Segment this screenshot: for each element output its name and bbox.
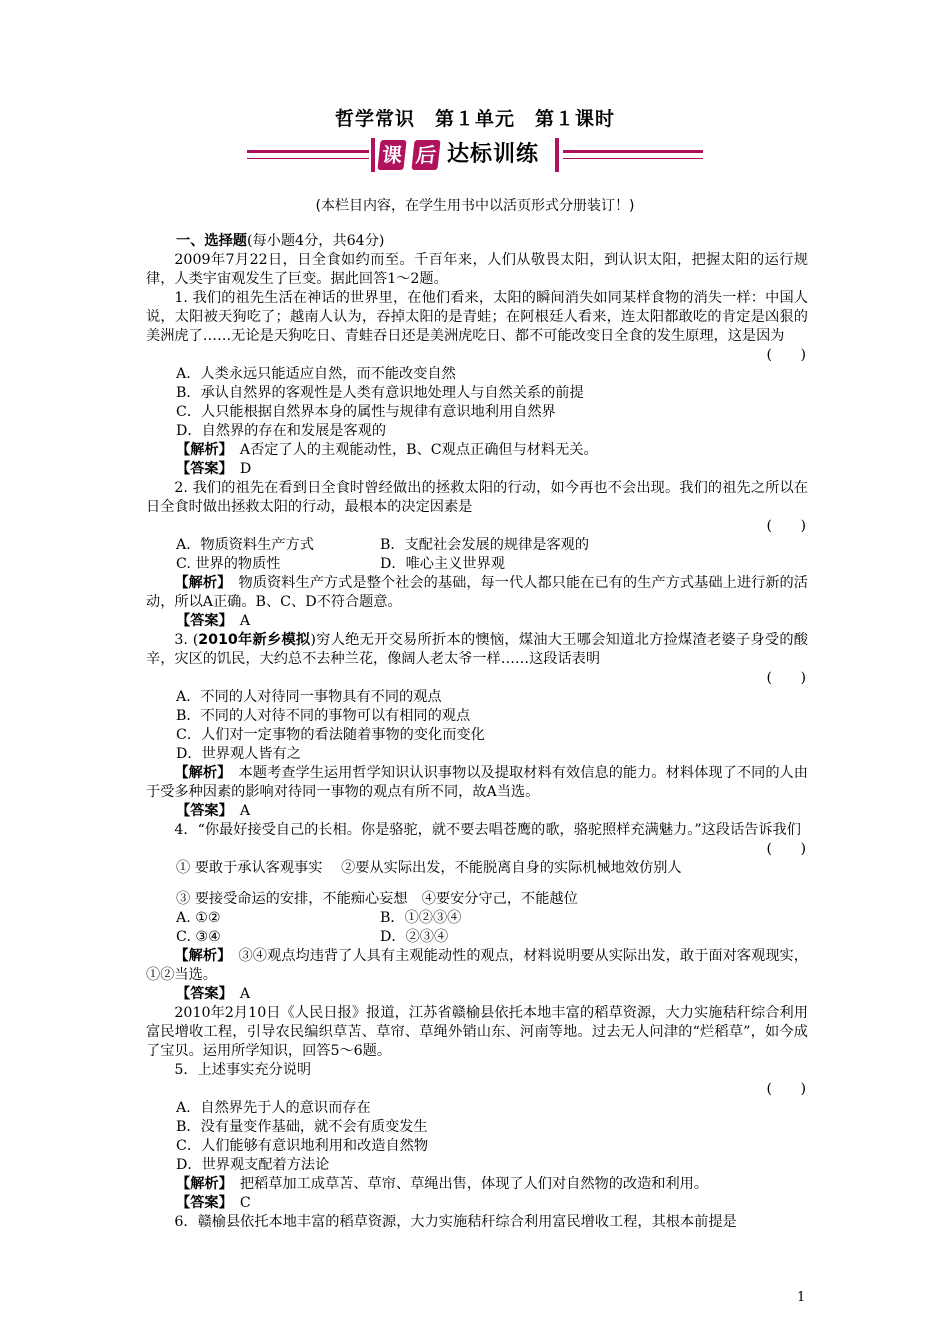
q3-option-a: A．不同的人对待同一事物具有不同的观点 <box>176 689 442 705</box>
q4-option-a: A. ①② <box>176 910 221 926</box>
q4-options-row-2 <box>146 928 808 947</box>
banner-char-1: 课 <box>380 143 404 167</box>
q5-analysis: 【解析】 把稻草加工成草苫、草帘、草绳出售，体现了人们对自然物的改造和利用。 <box>176 1176 709 1192</box>
q3-answer: 【答案】 A <box>176 803 251 819</box>
q6-stem: 6．赣榆县依托本地丰富的稻草资源，大力实施秸秆综合利用富民增收工程，其根本前提是 <box>174 1214 737 1230</box>
q4-option-d: D．②③④ <box>380 929 449 945</box>
banner-bar-left <box>247 150 369 153</box>
page-number: 1 <box>797 1290 806 1305</box>
q4-option-c: C. ③④ <box>176 929 221 945</box>
q3-option-b: B．不同的人对待不同的事物可以有相同的观点 <box>176 708 471 724</box>
q2-option-c: C. 世界的物质性 <box>176 556 281 572</box>
q5-option-d: D．世界观支配着方法论 <box>176 1157 330 1173</box>
q4-stem: 4．“你最好接受自己的长相。你是骆驼，就不要去唱苍鹰的歌，骆驼照样充满魅力。”这段话告诉我们 <box>174 822 801 838</box>
q4-items-2: ③ 要接受命运的安排，不能痴心妄想 ④要安分守己，不能越位 <box>176 891 578 907</box>
binding-note: (本栏目内容，在学生用书中以活页形式分册装订！) <box>315 198 635 214</box>
q5-option-b: B．没有量变作基础，就不会有质变发生 <box>176 1119 428 1135</box>
q1-option-a: A．人类永远只能适应自然，而不能改变自然 <box>176 366 456 382</box>
q4-answer-blank: ( ) <box>766 841 806 857</box>
q4-options-row-1 <box>146 909 808 928</box>
q5-option-c: C．人们能够有意识地利用和改造自然物 <box>176 1138 429 1154</box>
q4-analysis: 【解析】 ③④观点均违背了人具有主观能动性的观点，材料说明要从实际出发，敢于面对客观现实，①②当选。 <box>146 948 808 983</box>
q2-option-a: A．物质资料生产方式 <box>176 537 314 553</box>
banner-divider-left <box>371 138 375 172</box>
q1-analysis: 【解析】 A否定了人的主观能动性，B、C观点正确但与材料无关。 <box>176 442 598 458</box>
q5-answer-blank: ( ) <box>766 1081 806 1097</box>
q4-answer: 【答案】 A <box>176 986 251 1002</box>
q5-stem: 5．上述事实充分说明 <box>174 1062 312 1078</box>
q5-answer: 【答案】 C <box>176 1195 251 1211</box>
q1-option-d: D．自然界的存在和发展是客观的 <box>176 423 387 439</box>
q2-option-b: B．支配社会发展的规律是客观的 <box>380 537 590 553</box>
q3-analysis: 【解析】 本题考查学生运用哲学知识认识事物以及提取材料有效信息的能力。材料体现了不同的人由于受多种因素的影响对待同一事物的观点有所不同，故A当选。 <box>146 765 808 800</box>
banner-box-2 <box>411 140 440 170</box>
q1-option-c: C．人只能根据自然界本身的属性与规律有意识地利用自然界 <box>176 404 556 420</box>
material-1: 2009年7月22日，日全食如约而至。千百年来，人们从敬畏太阳，到认识太阳，把握太阳的运行规律，人类宇宙观发生了巨变。据此回答1～2题。 <box>146 252 808 287</box>
q1-stem: 1. 我们的祖先生活在神话的世界里，在他们看来，太阳的瞬间消失如同某样食物的消失一样：中国人说，太阳被天狗吃了；越南人认为，吞掉太阳的是青蛙；在阿根廷人看来，连太阳都敢吃的肯定是凶狠的美洲虎了……无论是天狗吃日、青蛙吞日还是美洲虎吃日、都不可能改变日全食的发生原理，这是因为 <box>146 290 808 344</box>
q3-answer-blank: ( ) <box>766 670 806 686</box>
banner <box>247 138 705 178</box>
q2-option-d: D．唯心主义世界观 <box>380 556 505 572</box>
banner-text: 达标训练 <box>447 142 540 167</box>
q2-options-row-1 <box>146 536 808 555</box>
question-content <box>146 232 808 1232</box>
q2-stem: 2. 我们的祖先在看到日全食时曾经做出的拯救太阳的行动，如今再也不会出现。我们的祖先之所以在日全食时做出拯救太阳的行动，最根本的决定因素是 <box>146 480 808 515</box>
banner-char-2: 后 <box>414 143 438 167</box>
q2-answer-blank: ( ) <box>766 518 806 534</box>
q4-items-1: ① 要敢于承认客观事实 ②要从实际出发，不能脱离自身的实际机械地效仿别人 <box>176 860 682 876</box>
q3-option-d: D．世界观人皆有之 <box>176 746 301 762</box>
banner-divider-right <box>555 138 559 172</box>
q2-answer: 【答案】 A <box>176 613 251 629</box>
q1-option-b: B．承认自然界的客观性是人类有意识地处理人与自然关系的前提 <box>176 385 584 401</box>
banner-bar-right-thin <box>563 158 703 159</box>
banner-bar-right <box>563 150 703 153</box>
q1-answer-blank: ( ) <box>766 347 806 363</box>
page-title: 哲学常识 第１单元 第１课时 <box>334 108 615 130</box>
q5-option-a: A．自然界先于人的意识而存在 <box>176 1100 371 1116</box>
banner-bar-left-thin <box>247 158 369 159</box>
banner-box-1 <box>377 140 406 170</box>
q2-analysis: 【解析】 物质资料生产方式是整个社会的基础，每一代人都只能在已有的生产方式基础上进行新的活动，所以A正确。B、C、D不符合题意。 <box>146 575 808 610</box>
q1-answer: 【答案】 D <box>176 461 252 477</box>
q3-option-c: C．人们对一定事物的看法随着事物的变化而变化 <box>176 727 485 743</box>
section-heading: 一、选择题(每小题4分，共64分) <box>176 233 385 249</box>
q3-stem: 3. (2010年新乡模拟)穷人绝无开交易所折本的懊恼，煤油大王哪会知道北方捡煤渣老婆子身受的酸辛，灾区的饥民，大约总不去种兰花，像阔人老太爷一样……这段话表明 <box>146 632 808 667</box>
material-2: 2010年2月10日《人民日报》报道，江苏省赣榆县依托本地丰富的稻草资源，大力实施秸秆综合利用富民增收工程，引导农民编织草苫、草帘、草绳外销山东、河南等地。过去无人问津的“烂稻草”，如今成了宝贝。运用所学知识，回答5～6题。 <box>146 1005 808 1059</box>
q4-option-b: B．①②③④ <box>380 910 462 926</box>
q2-options-row-2 <box>146 555 808 574</box>
